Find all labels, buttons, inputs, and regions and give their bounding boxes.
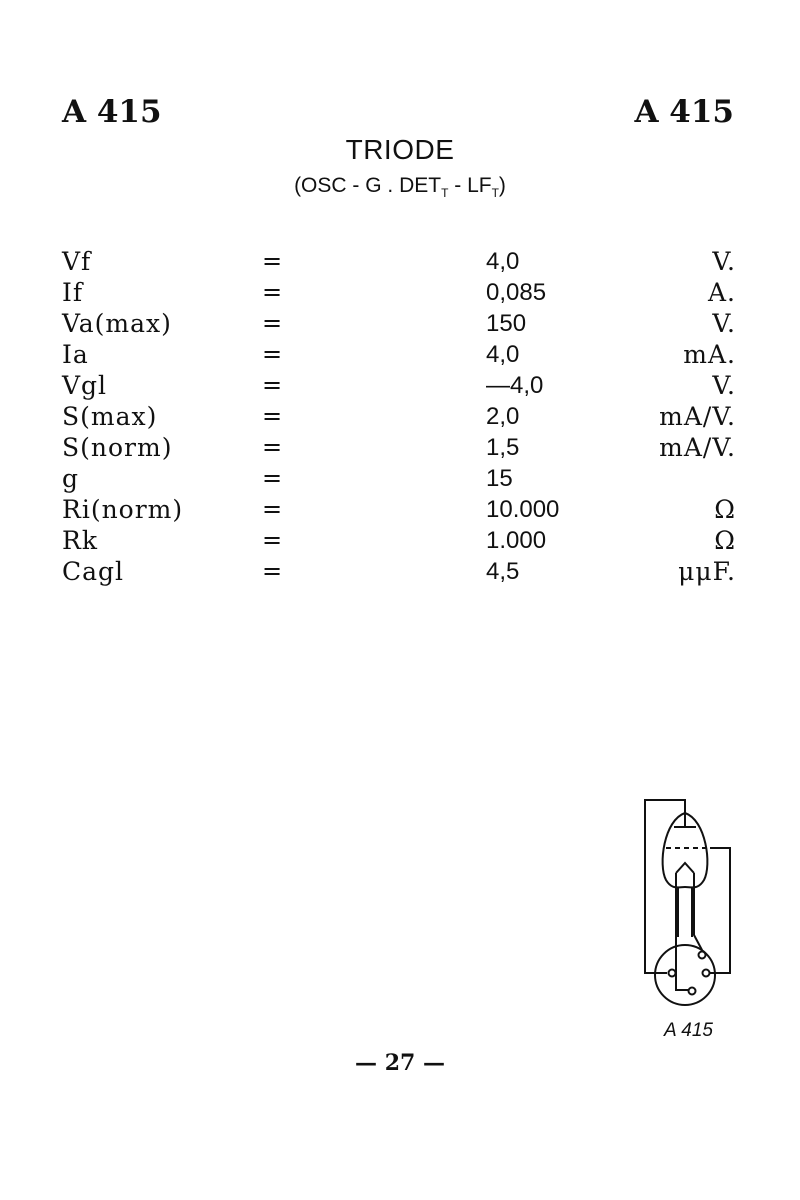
parameter-row: [0, 277, 800, 308]
triode-tube-base-diagram-icon: [630, 795, 740, 1015]
tube-functions: [0, 174, 800, 200]
parameter-symbol: Va(max): [62, 309, 172, 338]
parameter-value: 4,0: [486, 341, 520, 368]
equals-sign: =: [262, 526, 283, 554]
parameter-unit: mA.: [683, 340, 736, 369]
functions-sub2: T: [491, 186, 499, 201]
parameter-symbol: Cagl: [62, 557, 125, 586]
equals-sign: =: [262, 495, 283, 523]
equals-sign: =: [262, 247, 283, 275]
parameter-value: 150: [486, 310, 527, 337]
parameter-value: 10.000: [486, 496, 560, 523]
parameter-unit: Ω: [714, 495, 736, 524]
equals-sign: =: [262, 433, 283, 461]
parameter-symbol: g: [62, 464, 80, 493]
parameter-unit: μμF.: [678, 557, 736, 586]
parameter-value: 4,0: [486, 248, 520, 275]
parameter-unit: Ω: [714, 526, 736, 555]
page-number: — 27 —: [355, 1050, 445, 1076]
parameter-value: 4,5: [486, 558, 520, 585]
parameter-unit: V.: [712, 309, 736, 338]
parameter-row: [0, 494, 800, 525]
parameter-unit: V.: [712, 247, 736, 276]
parameter-row: [0, 246, 800, 277]
parameter-unit: A.: [707, 278, 736, 307]
parameter-unit: mA/V.: [659, 402, 736, 431]
parameter-symbol: S(norm): [62, 433, 173, 462]
parameter-value: 2,0: [486, 403, 520, 430]
tube-type: TRIODE: [345, 134, 455, 165]
parameter-symbol: If: [62, 278, 84, 307]
parameter-symbol: Vf: [62, 247, 92, 276]
parameter-symbol: Ri(norm): [62, 495, 184, 524]
equals-sign: =: [262, 402, 283, 430]
parameter-unit: mA/V.: [659, 433, 736, 462]
parameter-symbol: Rk: [62, 526, 98, 555]
parameter-value: 1,5: [486, 434, 520, 461]
tube-title-left: A 415: [62, 94, 162, 130]
parameter-symbol: Ia: [62, 340, 89, 369]
parameter-row: [0, 308, 800, 339]
parameter-row: [0, 525, 800, 556]
parameter-value: 0,085: [486, 279, 547, 306]
parameter-row: [0, 463, 800, 494]
parameter-value: 15: [486, 465, 513, 492]
equals-sign: =: [262, 309, 283, 337]
equals-sign: =: [262, 340, 283, 368]
parameter-unit: V.: [712, 371, 736, 400]
parameter-row: [0, 339, 800, 370]
parameter-row: [0, 432, 800, 463]
parameter-row: [0, 370, 800, 401]
tube-title-right: A 415: [634, 94, 734, 130]
functions-close: ): [498, 174, 506, 197]
parameter-value: —4,0: [486, 372, 544, 399]
equals-sign: =: [262, 557, 283, 585]
diagram-label: A 415: [664, 1020, 713, 1041]
equals-sign: =: [262, 464, 283, 492]
parameter-row: [0, 556, 800, 587]
parameter-symbol: S(max): [62, 402, 158, 431]
parameter-table: [0, 246, 800, 587]
functions-sub1: T: [441, 186, 449, 201]
parameter-row: [0, 401, 800, 432]
functions-open: (OSC - G . DET: [294, 174, 442, 197]
functions-mid: - LF: [448, 174, 492, 197]
equals-sign: =: [262, 278, 283, 306]
parameter-value: 1.000: [486, 527, 547, 554]
parameter-symbol: Vgl: [62, 371, 108, 400]
equals-sign: =: [262, 371, 283, 399]
